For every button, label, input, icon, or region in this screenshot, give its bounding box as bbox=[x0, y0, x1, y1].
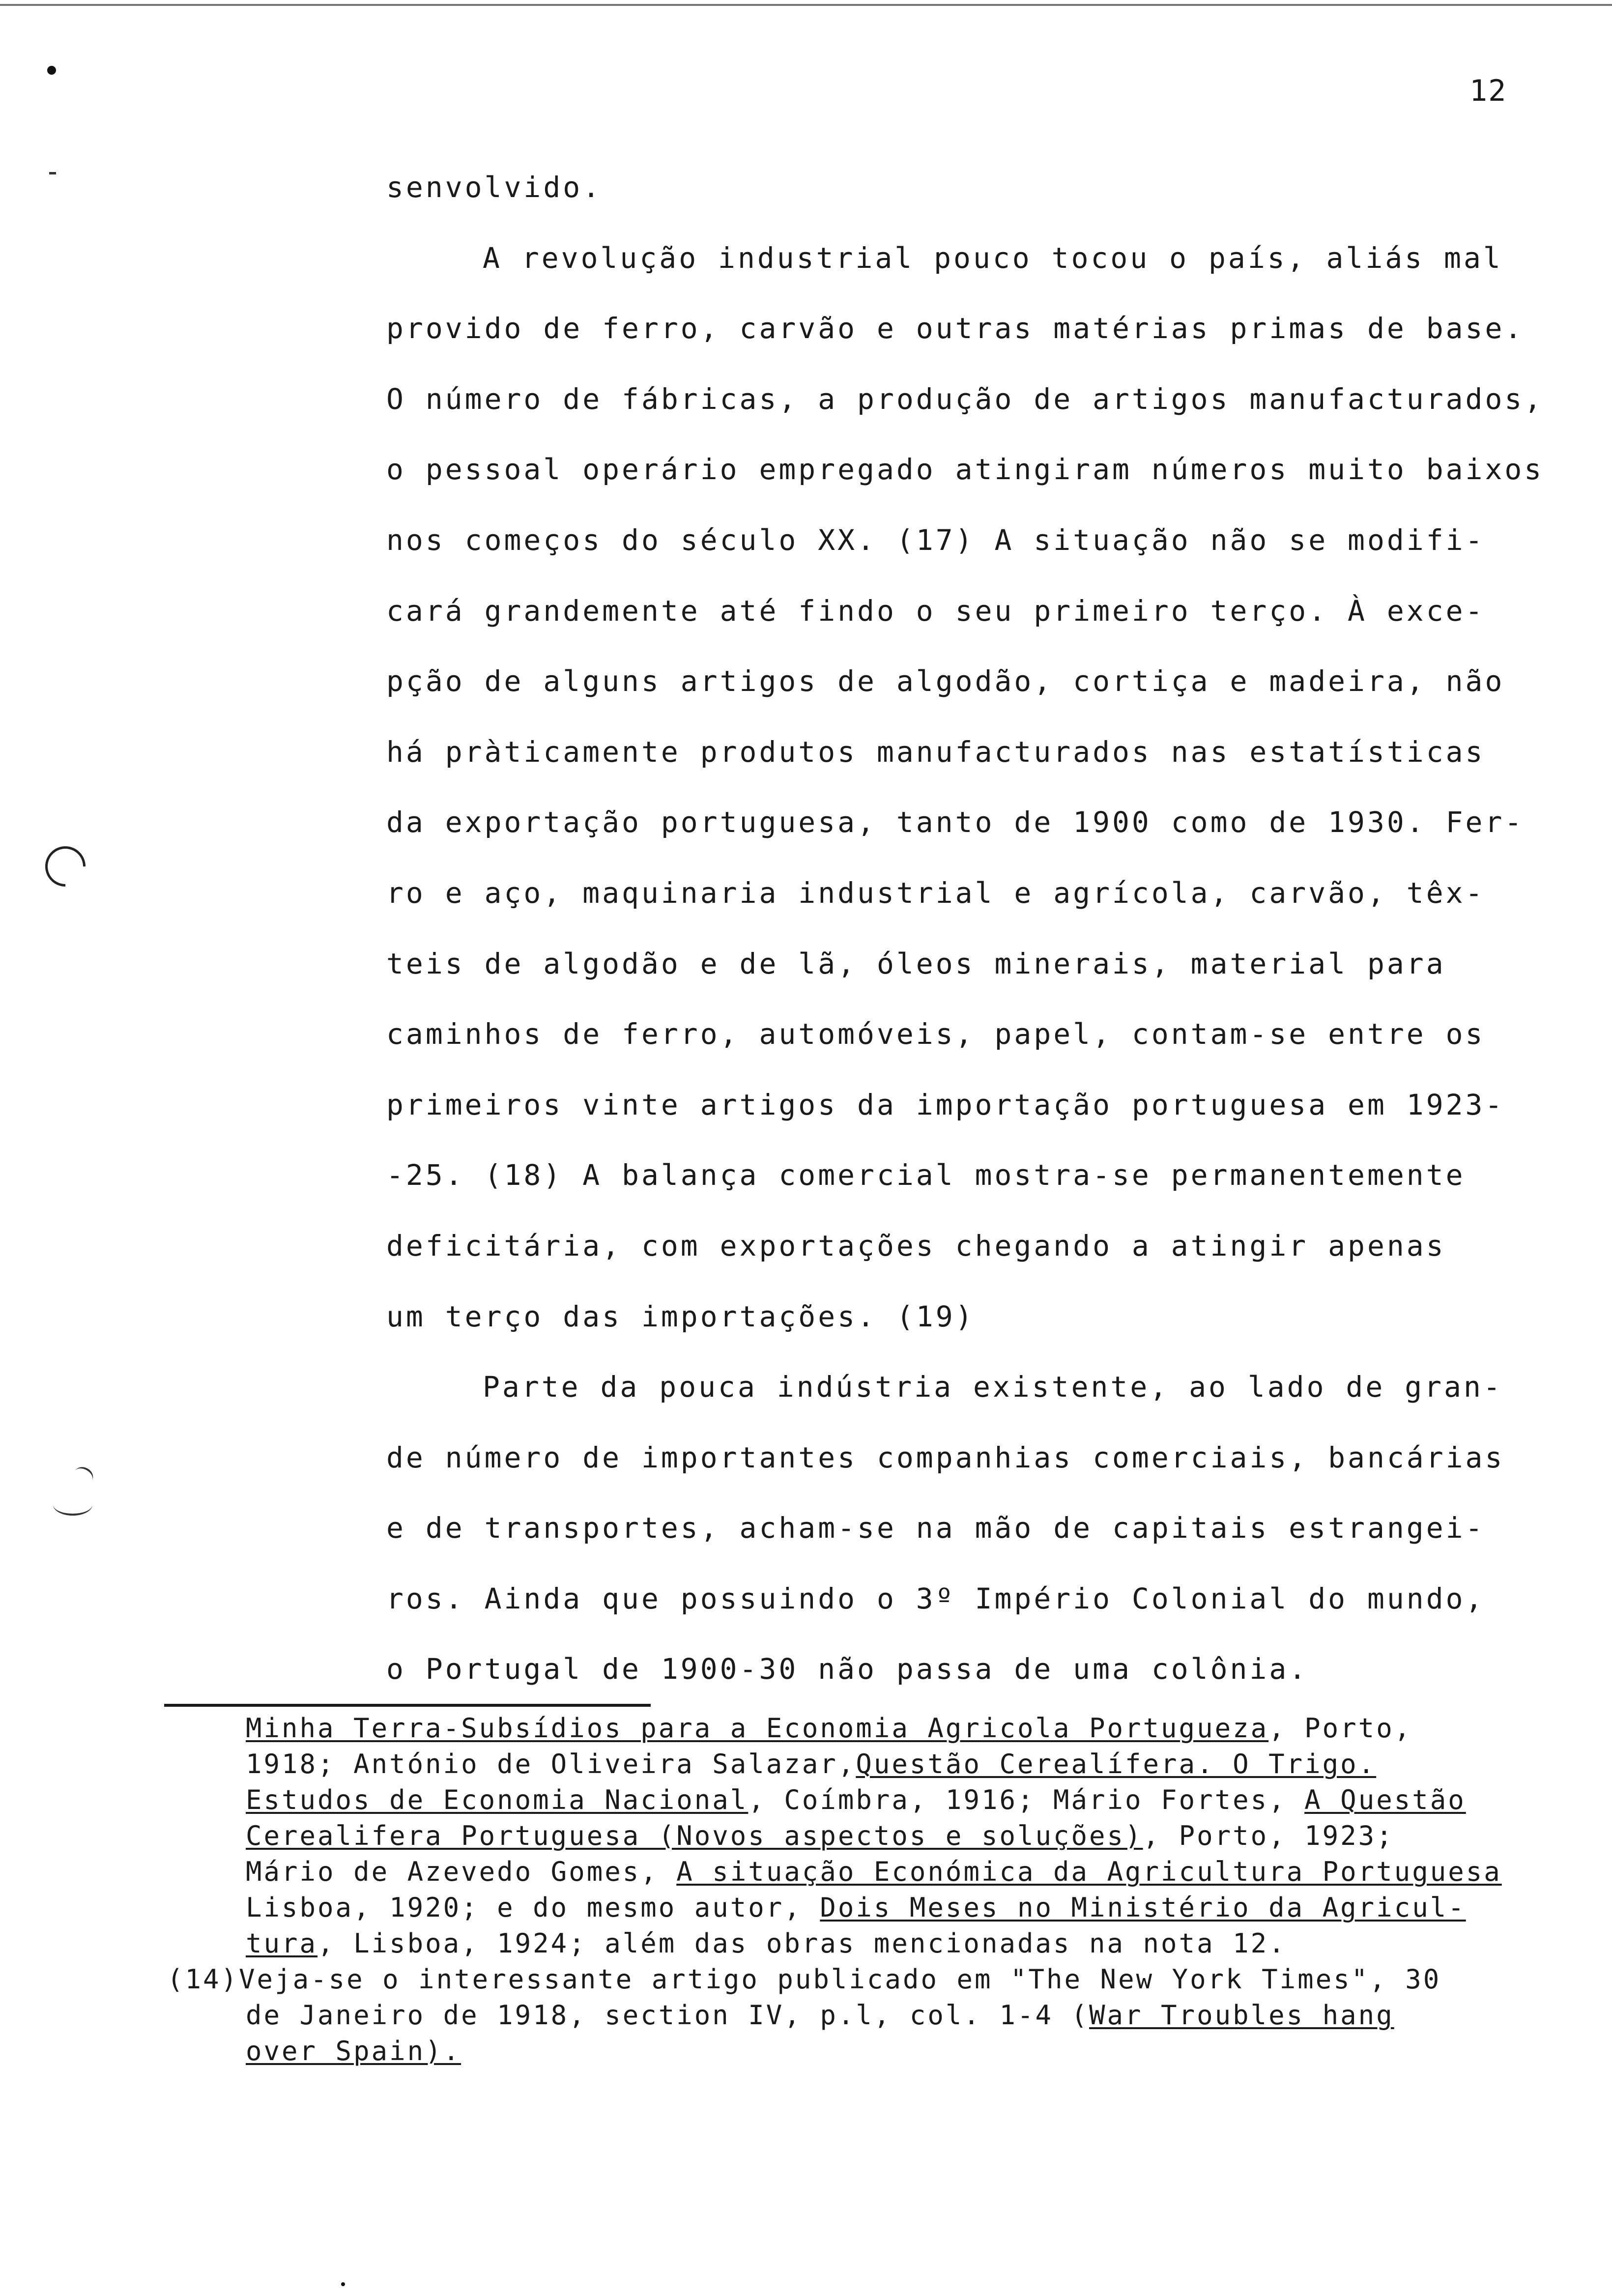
margin-curve-mark-lower bbox=[53, 1494, 92, 1516]
footnote-line bbox=[167, 1782, 1592, 1818]
footnote-text: Lisboa, 1920; e do mesmo autor, bbox=[246, 1892, 820, 1923]
body-line: o Portugal de 1900-30 não passa de uma colônia. bbox=[386, 1652, 1309, 1686]
footnote-separator-rule bbox=[164, 1704, 651, 1707]
body-line: A revolução industrial pouco tocou o país, aliás mal bbox=[483, 241, 1503, 275]
body-line: pção de alguns artigos de algodão, cortiça e madeira, não bbox=[386, 664, 1505, 698]
body-line: primeiros vinte artigos da importação portuguesa em 1923- bbox=[386, 1088, 1505, 1121]
footnote-line bbox=[167, 1997, 1592, 2033]
footnote-text: , Coímbra, 1916; Mário Fortes, bbox=[748, 1784, 1305, 1815]
body-line: O número de fábricas, a produção de artigos manufacturados, bbox=[386, 382, 1544, 416]
footnote-citation-title: Dois Meses no Ministério da Agricul- bbox=[820, 1892, 1466, 1923]
body-line: deficitária, com exportações chegando a atingir apenas bbox=[386, 1229, 1446, 1263]
footnote-line bbox=[167, 1746, 1592, 1782]
footnote-citation-title: Estudos de Economia Nacional bbox=[246, 1784, 748, 1815]
body-line: cará grandemente até findo o seu primeiro terço. À exce- bbox=[386, 594, 1485, 628]
body-line: Parte da pouca indústria existente, ao lado de gran- bbox=[483, 1370, 1503, 1404]
footnote-text: de Janeiro de 1918, section IV, p.l, col. 1-4 ( bbox=[246, 2000, 1090, 2031]
top-edge-rule bbox=[0, 4, 1612, 6]
body-line: ros. Ainda que possuindo o 3º Império Colonial do mundo, bbox=[386, 1581, 1485, 1615]
body-line: da exportação portuguesa, tanto de 1900 como de 1930. Fer- bbox=[386, 805, 1525, 839]
margin-dot-mark bbox=[47, 66, 56, 75]
footnote-line bbox=[167, 2033, 1592, 2069]
footnote-citation-title: War Troubles hang bbox=[1089, 2000, 1394, 2031]
body-text bbox=[386, 152, 1544, 1705]
footnote-text: , Porto, bbox=[1268, 1713, 1412, 1744]
body-line: de número de importantes companhias comerciais, bancárias bbox=[386, 1440, 1505, 1474]
footnote-citation-title: tura bbox=[246, 1928, 318, 1959]
body-line: teis de algodão e de lã, óleos minerais, material para bbox=[386, 947, 1446, 980]
margin-bracket-mark bbox=[37, 838, 94, 895]
bottom-speck-mark bbox=[341, 2282, 345, 2286]
footnote-citation-title: Cerealifera Portuguesa (Novos aspectos e soluções) bbox=[246, 1820, 1143, 1851]
footnote-line bbox=[167, 1961, 1592, 1997]
footnote-text: (14)Veja-se o interessante artigo publicado em "The New York Times", 30 bbox=[167, 1964, 1441, 1995]
body-line: nos começos do século XX. (17) A situação não se modifi- bbox=[386, 523, 1485, 557]
footnote-text: , Porto, 1923; bbox=[1143, 1820, 1394, 1851]
body-line: senvolvido. bbox=[386, 171, 603, 204]
footnote-line bbox=[167, 1710, 1592, 1746]
footnote-line bbox=[167, 1818, 1592, 1854]
margin-curve-mark-upper bbox=[71, 1464, 96, 1488]
footnotes-block bbox=[167, 1710, 1592, 2069]
body-line: provido de ferro, carvão e outras matérias primas de base. bbox=[386, 312, 1525, 345]
footnote-line bbox=[167, 1925, 1592, 1961]
body-line: caminhos de ferro, automóveis, papel, contam-se entre os bbox=[386, 1017, 1485, 1051]
footnote-text: , Lisboa, 1924; além das obras mencionadas na nota 12. bbox=[317, 1928, 1287, 1959]
footnote-citation-title: over Spain). bbox=[246, 2036, 461, 2066]
footnote-text: 1918; António de Oliveira Salazar, bbox=[246, 1749, 856, 1779]
page-number: 12 bbox=[1469, 74, 1507, 108]
body-line: um terço das importações. (19) bbox=[386, 1299, 975, 1333]
footnote-text: Mário de Azevedo Gomes, bbox=[246, 1856, 677, 1887]
footnote-citation-title: A situação Económica da Agricultura Portuguesa bbox=[676, 1856, 1502, 1887]
footnote-citation-title: Minha Terra-Subsídios para a Economia Agricola Portugueza bbox=[246, 1713, 1269, 1744]
footnote-line bbox=[167, 1890, 1592, 1925]
body-line: -25. (18) A balança comercial mostra-se permanentemente bbox=[386, 1158, 1466, 1192]
footnote-citation-title: A Questão bbox=[1304, 1784, 1466, 1815]
footnote-line bbox=[167, 1854, 1592, 1890]
body-line: há pràticamente produtos manufacturados nas estatísticas bbox=[386, 735, 1485, 769]
body-line: o pessoal operário empregado atingiram números muito baixos bbox=[386, 453, 1544, 487]
body-line: ro e aço, maquinaria industrial e agrícola, carvão, têx- bbox=[386, 876, 1485, 910]
footnote-citation-title: Questão Cerealífera. O Trigo. bbox=[856, 1749, 1377, 1779]
margin-tick-mark bbox=[49, 165, 56, 174]
body-line: e de transportes, acham-se na mão de capitais estrangei- bbox=[386, 1511, 1485, 1545]
